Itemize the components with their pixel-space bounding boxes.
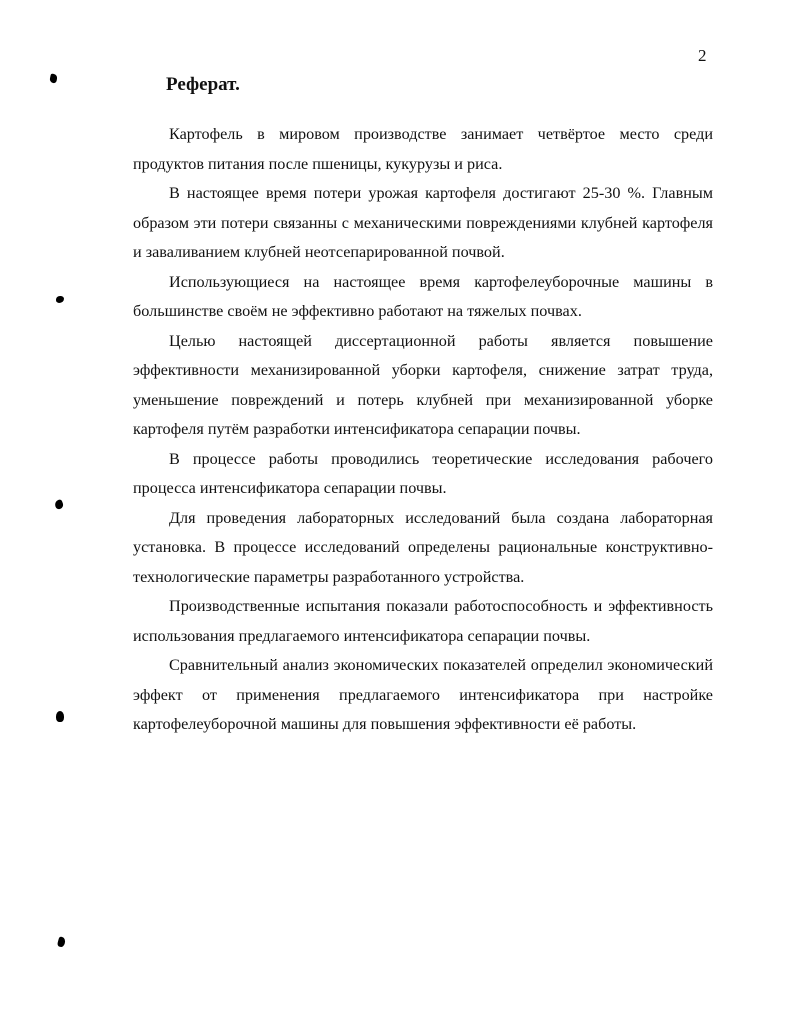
binding-hole-mark — [49, 73, 58, 83]
paragraph-5: В процессе работы проводились теоретические исследования рабочего процесса интенсификатора сепарации почвы. — [133, 449, 713, 497]
paragraph-6: Для проведения лабораторных исследований была создана лабораторная установка. В процессе исследований определены рациональные конструктивно-технологические параметры разработанного устройства. — [133, 508, 713, 586]
binding-hole-mark — [56, 711, 64, 722]
binding-hole-mark — [54, 499, 65, 510]
paragraph-2: В настоящее время потери урожая картофеля достигают 25-30 %. Главным образом эти потери связанны с механическими повреждениями клубней картофеля и заваливанием клубней неотсепарированной почвой. — [133, 184, 713, 261]
document-body — [133, 120, 713, 740]
paragraph-8: Сравнительный анализ экономических показателей определил экономический эффект от применения предлагаемого интенсификатора при настройке картофелеуборочной машины для повышения эффективности её работы. — [133, 656, 713, 733]
page-number: 2 — [698, 46, 707, 65]
binding-hole-mark — [57, 936, 66, 947]
binding-hole-mark — [56, 296, 64, 303]
paragraph-3: Использующиеся на настоящее время картофелеуборочные машины в большинстве своём не эффективно работают на тяжелых почвах. — [133, 272, 713, 320]
paragraph-1: Картофель в мировом производстве занимает четвёртое место среди продуктов питания после пшеницы, кукурузы и риса. — [133, 125, 713, 173]
paragraph-7: Производственные испытания показали работоспособность и эффективность использования предлагаемого интенсификатора сепарации почвы. — [133, 597, 713, 645]
paragraph-4: Целью настоящей диссертационной работы является повышение эффективности механизированной уборки картофеля, снижение затрат труда, уменьшение повреждений и потерь клубней при механизированной уборке картофеля путём разработки интенсификатора сепарации почвы. — [133, 331, 713, 438]
page-title: Реферат. — [166, 74, 240, 95]
